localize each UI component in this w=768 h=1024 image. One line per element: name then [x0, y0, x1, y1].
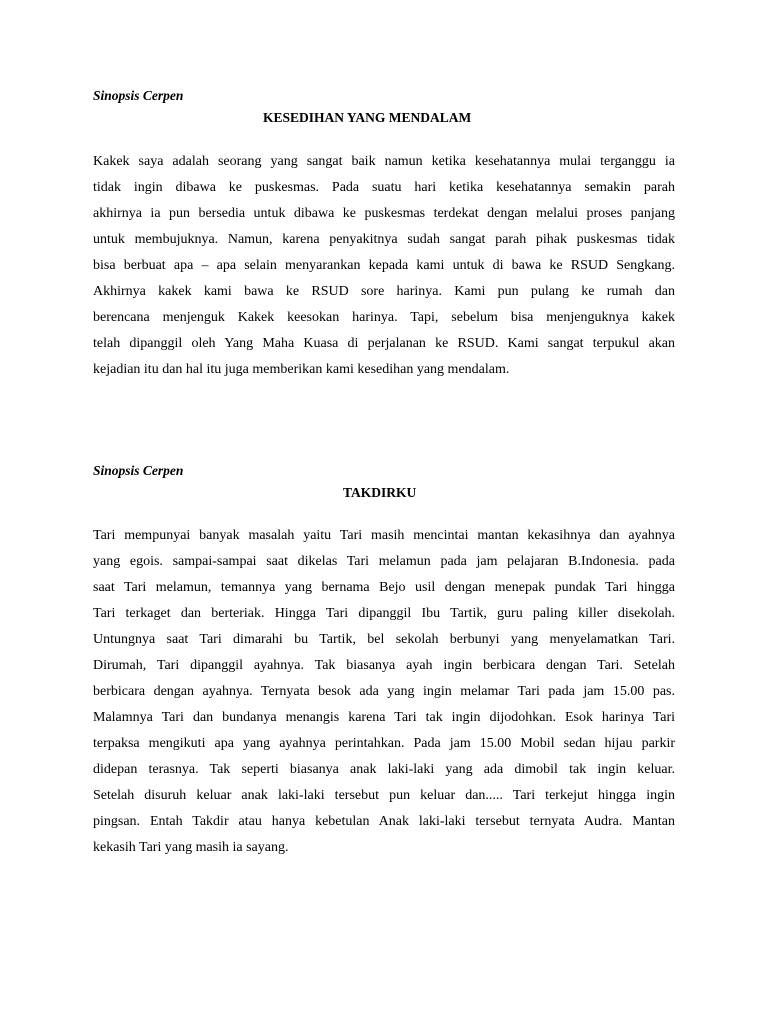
paragraph-line: Dirumah, Tari dipanggil ayahnya. Tak biasanya ayah ingin berbicara dengan Tari. Setelah — [93, 658, 675, 673]
synopsis-section-2 — [93, 461, 675, 861]
paragraph-line: berbicara dengan ayahnya. Ternyata besok ada yang ingin melamar Tari pada jam 15.00 pas. — [93, 684, 675, 699]
paragraph-line: didepan terasnya. Tak seperti biasanya anak laki-laki yang ada dimobil tak ingin keluar. — [93, 762, 675, 777]
story-title: TAKDIRKU — [343, 485, 417, 500]
paragraph-line: Tari mempunyai banyak masalah yaitu Tari masih mencintai mantan kekasihnya dan ayahnya — [93, 528, 675, 543]
paragraph-line: bisa berbuat apa – apa selain menyarankan kepada kami untuk di bawa ke RSUD Sengkang. — [93, 258, 675, 273]
paragraph-line: telah dipanggil oleh Yang Maha Kuasa di perjalanan ke RSUD. Kami sangat terpukul akan — [93, 336, 675, 351]
section-label: Sinopsis Cerpen — [93, 88, 184, 103]
paragraph-line: kekasih Tari yang masih ia sayang. — [93, 840, 289, 855]
paragraph-line: kejadian itu dan hal itu juga memberikan kami kesedihan yang mendalam. — [93, 362, 510, 377]
paragraph-line: berencana menjenguk Kakek keesokan harinya. Tapi, sebelum bisa menjenguknya kakek — [93, 310, 675, 325]
paragraph-line: Tari terkaget dan berteriak. Hingga Tari dipanggil Ibu Tartik, guru paling killer disekolah. — [93, 606, 675, 621]
paragraph-line: akhirnya ia pun bersedia untuk dibawa ke puskesmas terdekat dengan melalui proses panjang — [93, 206, 675, 221]
paragraph-line: saat Tari melamun, temannya yang bernama Bejo usil dengan menepak pundak Tari hingga — [93, 580, 675, 595]
paragraph-line: yang egois. sampai-sampai saat dikelas Tari melamun pada jam pelajaran B.Indonesia. pada — [93, 554, 675, 569]
section-label: Sinopsis Cerpen — [93, 463, 184, 478]
paragraph-line: Akhirnya kakek kami bawa ke RSUD sore harinya. Kami pun pulang ke rumah dan — [93, 284, 675, 299]
paragraph-line: Untungnya saat Tari dimarahi bu Tartik, bel sekolah berbunyi yang menyelamatkan Tari. — [93, 632, 675, 647]
synopsis-section-1 — [93, 86, 675, 383]
synopsis-paragraph — [93, 149, 675, 383]
paragraph-line: Kakek saya adalah seorang yang sangat baik namun ketika kesehatannya mulai terganggu ia — [93, 154, 675, 169]
paragraph-line: Setelah disuruh keluar anak laki-laki tersebut pun keluar dan..... Tari terkejut hingga ingin — [93, 788, 675, 803]
paragraph-line: tidak ingin dibawa ke puskesmas. Pada suatu hari ketika kesehatannya semakin parah — [93, 180, 675, 195]
paragraph-line: terpaksa mengikuti apa yang ayahnya perintahkan. Pada jam 15.00 Mobil sedan hijau parkir — [93, 736, 675, 751]
story-title: KESEDIHAN YANG MENDALAM — [263, 110, 472, 125]
paragraph-line: pingsan. Entah Takdir atau hanya kebetulan Anak laki-laki tersebut ternyata Audra. Mantan — [93, 814, 675, 829]
synopsis-paragraph — [93, 523, 675, 861]
paragraph-line: untuk membujuknya. Namun, karena penyakitnya sudah sangat parah pihak puskesmas tidak — [93, 232, 675, 247]
paragraph-line: Malamnya Tari dan bundanya menangis karena Tari tak ingin dijodohkan. Esok harinya Tari — [93, 710, 675, 725]
